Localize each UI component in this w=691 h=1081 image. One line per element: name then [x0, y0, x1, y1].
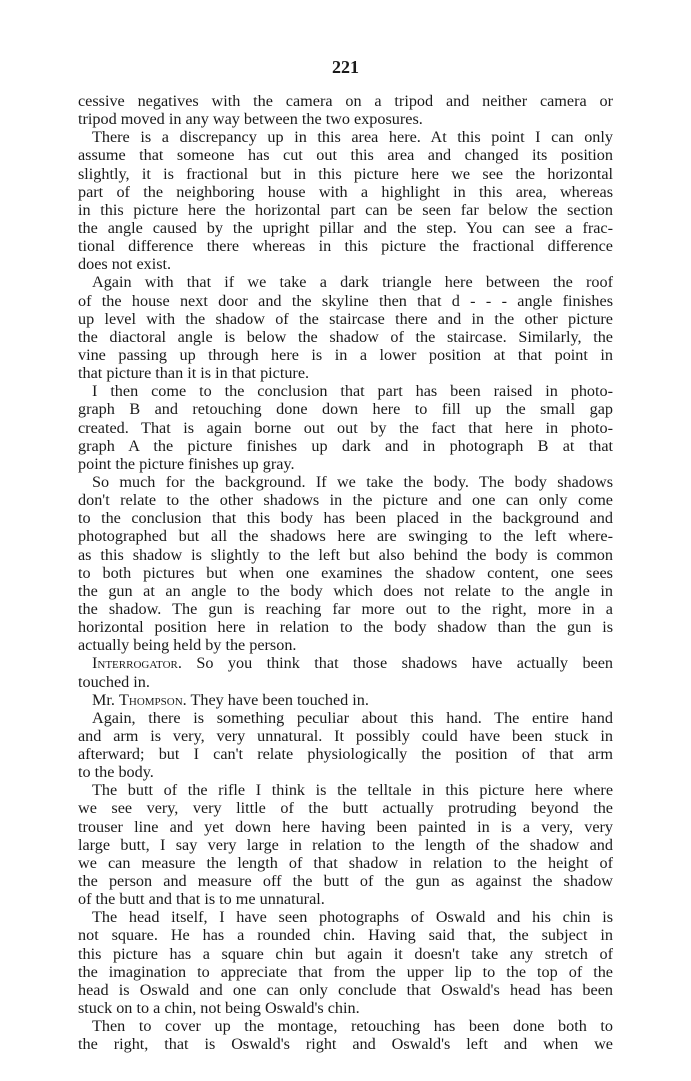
text-line — [78, 691, 613, 709]
text-line: created. That is again borne out out by the fact that here in photo- — [78, 418, 613, 437]
text-line: the gun at an angle to the body which does not relate to the angle in — [78, 581, 613, 600]
text-line: don't relate to the other shadows in the picture and one can only come — [78, 491, 613, 510]
paragraph — [78, 691, 613, 709]
text-line: as this shadow is slightly to the left but also behind the body is common — [78, 545, 613, 564]
text-line: large butt, I say very large in relation to the length of the shadow and — [78, 835, 613, 854]
text-line: graph A the picture finishes up dark and in photograph B at that — [78, 436, 613, 455]
text-line: we see very, very little of the butt actually protruding beyond the — [78, 799, 613, 818]
speech-text: They have been touched in. — [186, 690, 369, 709]
text-line: The butt of the rifle I think is the telltale in this picture here where — [92, 781, 613, 800]
text-line: point the picture finishes up gray. — [78, 454, 295, 473]
paragraph — [78, 908, 613, 1017]
text-line: of the butt and that is to me unnatural. — [78, 890, 325, 909]
text-line: cessive negatives with the camera on a tripod and neither camera or — [78, 92, 613, 110]
text-line: the right, that is Oswald's right and Oswald's left and when we — [78, 1035, 613, 1054]
text-line: in this picture here the horizontal part can be seen far below the section — [78, 200, 613, 219]
paragraph — [78, 709, 613, 782]
text-line: does not exist. — [78, 255, 172, 274]
text-line: tional difference there whereas in this picture the fractional difference — [78, 237, 613, 256]
text-line: There is a discrepancy up in this area here. At this point I can only — [92, 128, 613, 147]
text-line: photographed but all the shadows here are swinging to the left where- — [78, 527, 613, 546]
text-line: to both pictures but when one examines the shadow content, one sees — [78, 563, 613, 582]
text-line: the imagination to appreciate that from the upper lip to the top of the — [78, 962, 613, 981]
text-line: graph B and retouching done down here to fill up the small gap — [78, 400, 613, 419]
text-line: So much for the background. If we take the body. The body shadows — [92, 472, 613, 491]
speaker-name: Interrogator. — [92, 654, 182, 673]
text-line: Again, there is something peculiar about this hand. The entire hand — [92, 708, 613, 727]
page-number: 221 — [332, 57, 359, 77]
text-line: this picture has a square chin but again it doesn't take any stretch of — [78, 944, 613, 963]
paragraph — [78, 92, 613, 128]
text-line: head is Oswald and one can only conclude that Oswald's head has been — [78, 980, 613, 999]
paragraph — [78, 1017, 613, 1053]
text-line: the angle caused by the upright pillar and the step. You can see a frac- — [78, 218, 613, 237]
text-line: actually being held by the person. — [78, 636, 297, 655]
text-line: of the house next door and the skyline then that d - - - angle finishes — [78, 291, 613, 310]
speaker-title: Mr. — [92, 690, 119, 709]
paragraph — [78, 473, 613, 654]
text-line: tripod moved in any way between the two exposures. — [78, 110, 423, 129]
text-line: the shadow. The gun is reaching far more out to the right, more in a — [78, 599, 613, 618]
text-line: Then to cover up the montage, retouching has been done both to — [92, 1017, 613, 1036]
paragraph — [78, 781, 613, 908]
text-line: that picture than it is in that picture. — [78, 364, 310, 383]
paragraph — [78, 382, 613, 473]
text-line: part of the neighboring house with a highlight in this area, whereas — [78, 182, 613, 201]
paragraph — [78, 128, 613, 273]
text-line: vine passing up through here is in a lower position at that point in — [78, 345, 613, 364]
paragraph — [78, 654, 613, 690]
text-line: horizontal position here in relation to the body shadow than the gun is — [78, 618, 613, 637]
text-line: the diactoral angle is below the shadow of the staircase. Similarly, the — [78, 327, 613, 346]
text-line: and arm is very, very unnatural. It possibly could have been stuck in — [78, 726, 613, 745]
document-body — [78, 92, 613, 1053]
speaker-name: Thompson. — [118, 690, 187, 709]
text-line: afterward; but I can't relate physiologically the position of that arm — [78, 745, 613, 764]
text-line: assume that someone has cut out this area and changed its position — [78, 146, 613, 165]
text-line: trouser line and yet down here having been painted in is a very, very — [78, 817, 613, 836]
text-line: to the conclusion that this body has been placed in the background and — [78, 509, 613, 528]
text-line: Again with that if we take a dark triangle here between the roof — [92, 273, 613, 292]
text-line: I then come to the conclusion that part has been raised in photo- — [92, 382, 613, 401]
text-line: not square. He has a rounded chin. Having said that, the subject in — [78, 926, 613, 945]
text-line: slightly, it is fractional but in this picture here we see the horizontal — [78, 164, 613, 183]
text-line — [78, 654, 613, 672]
text-line: the person and measure off the butt of the gun as against the shadow — [78, 872, 613, 891]
text-line: The head itself, I have seen photographs of Oswald and his chin is — [92, 908, 613, 927]
paragraph — [78, 273, 613, 382]
text-line: up level with the shadow of the staircase there and in the other picture — [78, 309, 613, 328]
text-line: stuck on to a chin, not being Oswald's chin. — [78, 999, 360, 1018]
text-line: touched in. — [78, 672, 150, 691]
text-line: we can measure the length of that shadow in relation to the height of — [78, 853, 613, 872]
speech-text: So you think that those shadows have actually been — [181, 654, 613, 673]
text-line: to the body. — [78, 763, 154, 782]
